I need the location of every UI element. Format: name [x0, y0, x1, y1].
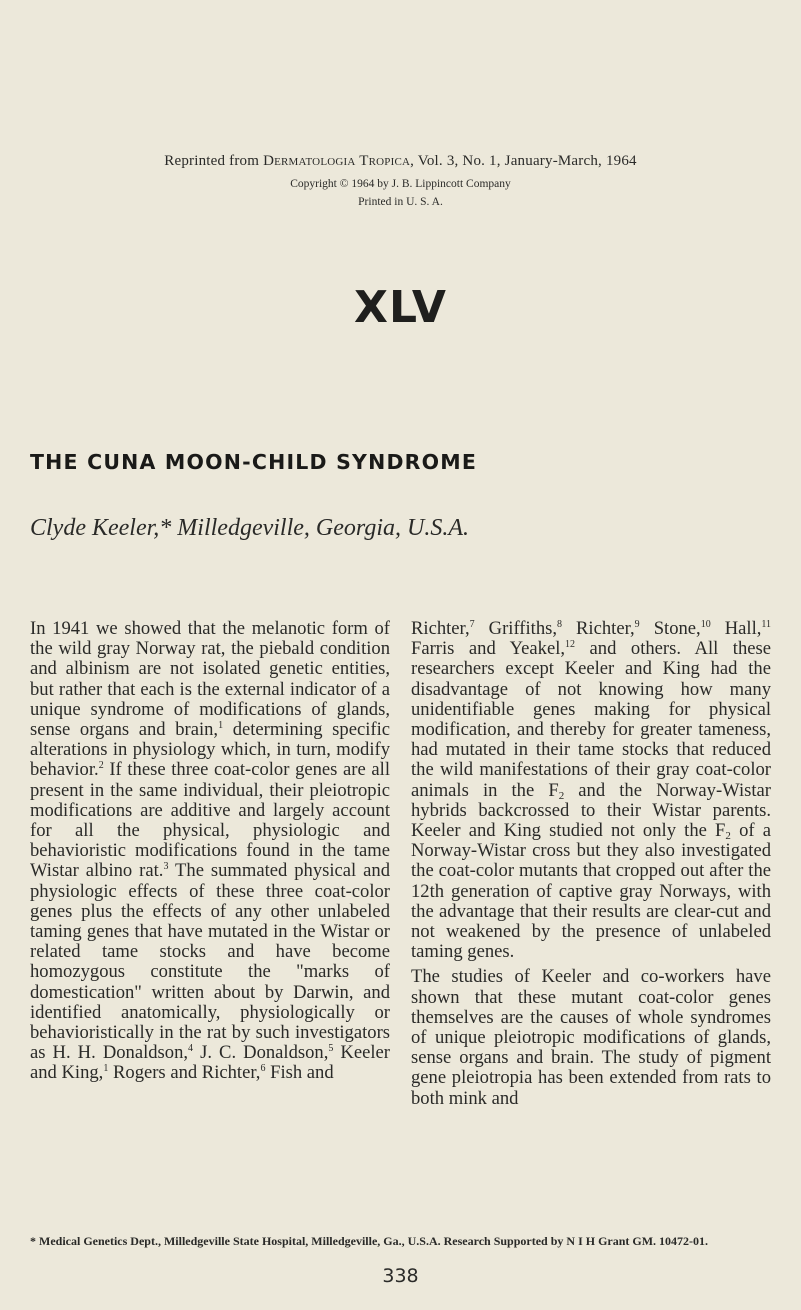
reprint-notice [0, 153, 801, 170]
chapter-number: XLV [354, 282, 447, 333]
reference-marker: 8 [557, 619, 563, 630]
subscript: 2 [558, 789, 565, 802]
reference-marker: 7 [469, 619, 475, 630]
body-paragraph: In 1941 we showed that the melanotic form of the wild gray Norway rat, the piebald condition and albinism are not isolated genetic entities, but rather that each is the external indicator of a unique syndrome of modifications of glands, sense organs and brain,$^1$ determining specific alterations in physiology which, in turn, modify behavior.$^2$ If these three coat-color genes are all present in the same individual, their pleiotropic modifications are additive and largely account for all the physical, physiologic and behavioristic modifications found in the tame Wistar albino rat.$^3$ The summated physical and physiologic effects of these three coat-color genes plus the effects of any other unlabeled taming genes that have mutated in the Wistar or related tame stocks and have become homozygous constitute the "marks of domestication" written about by Darwin, and identified anatomically, physiologically or behavioristically in the rat by such investigators as H. H. Donaldson,$^4$ J. C. Donaldson,$^5$ Keeler and King,$^1$ Rogers and Richter,$^6$ Fish and [30, 618, 391, 1084]
article-title: THE CUNA MOON-CHILD SYNDROME [30, 450, 478, 474]
journal-name: Dermatologia Tropica [263, 153, 411, 169]
reprint-prefix: Reprinted from [164, 153, 264, 169]
reference-marker: 10 [700, 619, 711, 630]
reference-marker: 11 [761, 619, 772, 630]
page-number: 338 [382, 1265, 419, 1287]
body-paragraph: Richter,$^7$ Griffiths,$^8$ Richter,$^9$ Stone,$^{10}$ Hall,$^{11}$ Farris and Yeakel,$^{12}$ and others. All these researchers except Keeler and King had the disadvantage of not knowing how many unidentifiable genes making for physical modification, and thereby for greater tameness, had mutated in their tame stocks that reduced the wild manifestations of their gray coat-color animals in the $F_2$ and the Norway-Wistar hybrids backcrossed to their Wistar parents. Keeler and King studied not only the $F_2$ of a Norway-Wistar cross but they also investigated the coat-color mutants that cropped out after the 12th generation of captive gray Norways, with the advantage that their results are clear-cut and not weakened by the presence of unlabeled taming genes. [411, 618, 772, 963]
printed-in-notice: Printed in U. S. A. [358, 196, 443, 208]
reference-marker: 9 [634, 619, 640, 630]
reference-marker: 3 [163, 861, 169, 873]
reference-marker: 1 [218, 720, 224, 732]
copyright-notice: Copyright © 1964 by J. B. Lippincott Company [290, 178, 511, 190]
reference-marker: 1 [103, 1063, 109, 1075]
body-column-left [30, 619, 390, 1084]
author-byline: Clyde Keeler,* Milledgeville, Georgia, U.S.A. [30, 515, 469, 541]
reference-marker: 5 [328, 1043, 334, 1055]
reprint-issue: , Vol. 3, No. 1, January-March, 1964 [410, 153, 637, 169]
reference-marker: 2 [98, 760, 104, 772]
footnote: * Medical Genetics Dept., Milledgeville State Hospital, Milledgeville, Ga., U.S.A. Research Supported by N I H Grant GM. 10472-01. [30, 1234, 709, 1248]
reference-marker: 12 [565, 639, 576, 651]
body-paragraph: The studies of Keeler and co-workers have shown that these mutant coat-color genes themselves are the causes of whole syndromes of unique pleiotropic modifications of glands, sense organs and brain. The study of pigment gene pleiotropia has been extended from rats to both mink and [411, 966, 771, 1109]
subscript: 2 [725, 830, 731, 843]
reference-marker: 6 [260, 1063, 266, 1075]
reference-marker: 4 [188, 1043, 194, 1055]
body-column-right [411, 619, 771, 1109]
